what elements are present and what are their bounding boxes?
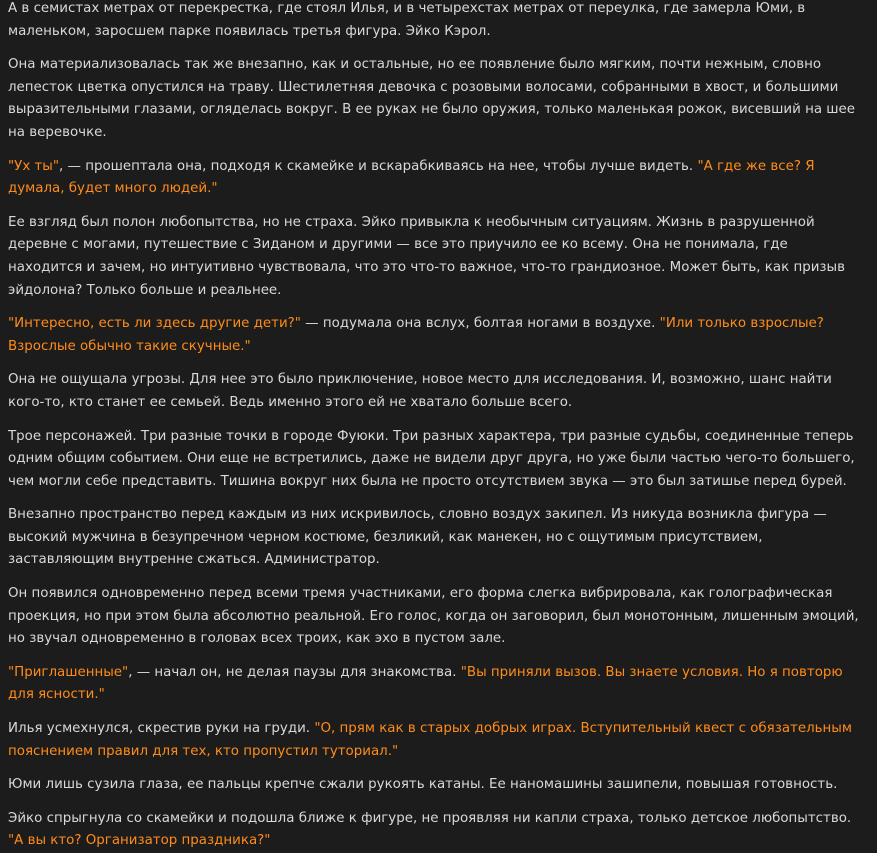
narration-text: А в семистах метрах от перекрестка, где стоял Илья, и в четырехстах метрах от переулка, где замерла Юми, в маленьком, заросшем парке появилась третья фигура. Эйко Кэрол. (8, 1, 806, 39)
narration-text: , — прошептала она, подходя к скамейке и вскарабкиваясь на нее, чтобы лучше видеть. (59, 158, 698, 174)
narration-text: Внезапно пространство перед каждым из них искривилось, словно воздух закипел. Из никуда возникла фигура — высокий мужчина в безупречном черном костюме, безликий, как манекен, но с ощутимым присутствием, заставляющим внутренне сжаться. Администратор. (8, 507, 827, 568)
paragraph (8, 774, 863, 797)
dialogue-quote: "А вы кто? Организатор праздника?" (8, 833, 271, 849)
dialogue-quote: "Ух ты" (8, 158, 60, 174)
paragraph (8, 718, 863, 763)
paragraph (8, 662, 863, 707)
paragraph (8, 54, 863, 144)
paragraph (8, 504, 863, 572)
dialogue-quote: "Приглашенные" (8, 664, 129, 680)
paragraph (8, 212, 863, 302)
narration-text: Трое персонажей. Три разные точки в городе Фуюки. Три разных характера, три разные судьбы, соединенные теперь одним общим событием. Они еще не встретились, даже не видели друг друга, но уже были частью чего-то большего, чем могли себе представить. Тишина вокруг них была не просто отсутствием звука — это был затишье перед бурей. (8, 428, 855, 489)
dialogue-quote: "А где же все? Я думала, будет много людей." (8, 158, 815, 197)
narration-text: Юми лишь сузила глаза, ее пальцы крепче сжали рукоять катаны. Ее наномашины зашипели, повышая готовность. (8, 777, 838, 793)
dialogue-quote: "Интересно, есть ли здесь другие дети?" (8, 316, 301, 332)
narration-text: Она материализовалась так же внезапно, как и остальные, но ее появление было мягким, почти нежным, словно лепесток цветка опустился на траву. Шестилетняя девочка с розовыми волосами, собранными в хвост, и большими выразительными глазами, огляделась вокруг. В ее руках не было оружия, только маленькая рожок, висевший на шее на веревочке. (8, 57, 856, 140)
narration-text: Эйко спрыгнула со скамейки и подошла ближе к фигуре, не проявляя ни капли страха, только детское любопытство. (8, 810, 852, 826)
narration-text: Илья усмехнулся, скрестив руки на груди. (8, 721, 315, 737)
dialogue-quote: "Вы приняли вызов. Вы знаете условия. Но я повторю для ясности." (8, 664, 843, 703)
narration-text: Она не ощущала угрозы. Для нее это было приключение, новое место для исследования. И, возможно, шанс найти кого-то, кто станет ее семьей. Ведь именно этого ей не хватало больше всего. (8, 372, 832, 410)
dialogue-quote: "О, прям как в старых добрых играх. Вступительный квест с обязательным пояснением правил для тех, кто пропустил туториал." (8, 721, 852, 759)
paragraph (8, 808, 863, 853)
narration-text: — подумала она вслух, болтая ногами в воздухе. (300, 316, 660, 332)
narration-text: Он появился одновременно перед всеми тремя участниками, его форма слегка вибрировала, как голографическая проекция, но при этом была абсолютно реальной. Его голос, когда он заговорил, был монотонным, лишенным эмоций, но звучал одновременно в головах всех троих, как эхо в пустом зале. (8, 586, 859, 647)
paragraph (8, 426, 863, 494)
paragraph (8, 156, 863, 201)
dialogue-quote: "Или только взрослые? Взрослые обычно такие скучные." (8, 316, 824, 354)
narration-text: , — начал он, не делая паузы для знакомства. (128, 664, 461, 680)
paragraph (8, 583, 863, 651)
paragraph (8, 369, 863, 414)
paragraph (8, 313, 863, 358)
narration-text: Ее взгляд был полон любопытства, но не страха. Эйко привыкла к необычным ситуациям. Жизнь в разрушенной деревне с могами, путешествие с Зиданом и другими — все это приучило ее ко всему. Она не понимала, где находится и зачем, но интуитивно чувствовала, что это что-то важное, что-то грандиозное. Может быть, как призыв эйдолона? Только больше и реальнее. (8, 214, 845, 298)
paragraph (8, 0, 863, 43)
